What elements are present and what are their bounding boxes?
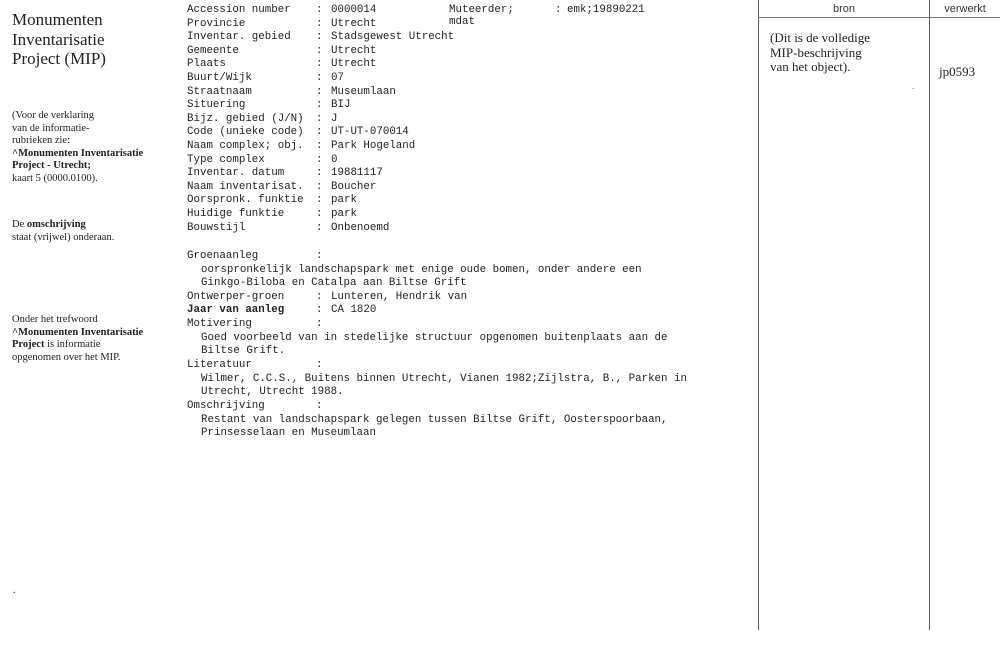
field-colon: :: [316, 17, 323, 30]
note-line: kaart 5 (0000.0100).: [12, 172, 98, 184]
field-colon: :: [316, 99, 323, 112]
keyword-note: [12, 314, 177, 364]
note-line: rubrieken zie:: [12, 135, 71, 147]
field-label: Inventar. gebied: [187, 31, 291, 44]
motivering-label: Motivering: [187, 318, 252, 330]
sidebar-title: [12, 10, 106, 69]
field-label: Situering: [187, 99, 246, 112]
jaar-value: CA 1820: [331, 304, 377, 316]
title-line: Project (MIP): [12, 49, 106, 68]
field-colon: :: [316, 126, 323, 139]
field-value: UT-UT-070014: [331, 126, 409, 139]
field-label: Type complex: [187, 153, 265, 166]
column-divider: [758, 0, 759, 630]
groenaanleg-text: oorspronkelijk landschapspark met enige oude bomen, onder andere een: [201, 264, 642, 276]
field-value: BIJ: [331, 99, 351, 112]
note-line: Onder het trefwoord: [12, 314, 98, 325]
field-value: Onbenoemd: [331, 221, 390, 234]
field-colon: :: [316, 167, 323, 180]
field-value: park: [331, 194, 357, 207]
title-line: Monumenten: [12, 10, 103, 29]
motivering-text: Biltse Grift.: [201, 345, 286, 357]
bron-line: MIP-beschrijving: [770, 44, 862, 60]
field-label: Huidige funktie: [187, 208, 285, 220]
field-value: Utrecht: [331, 17, 377, 30]
field-value: Boucher: [331, 180, 377, 193]
mutator-value: emk;19890221: [567, 4, 645, 16]
ontwerper-label: Ontwerper-groen: [187, 291, 285, 303]
field-label: Plaats: [187, 58, 226, 71]
field-value: 0: [331, 153, 338, 166]
ontwerper-value: Lunteren, Hendrik van: [331, 291, 468, 303]
literatuur-text: Wilmer, C.C.S., Buitens binnen Utrecht, Vianen 1982;Zijlstra, B., Parken in: [201, 373, 687, 385]
field-colon: :: [316, 112, 323, 125]
field-value: Park Hogeland: [331, 140, 416, 152]
note-bold-line: Project - Utrecht;: [12, 160, 91, 172]
field-label: Oorspronk. funktie: [187, 194, 304, 207]
note-line: van de informatie-: [12, 122, 90, 134]
field-label: Inventar. datum: [187, 167, 285, 180]
field-label: Naam complex; obj.: [187, 140, 304, 152]
note-line: staat (vrijwel) onderaan.: [12, 231, 115, 243]
field-value: Utrecht: [331, 58, 377, 71]
field-value: Utrecht: [331, 44, 377, 57]
note-line: De omschrijving: [12, 219, 86, 230]
jaar-label: Jaar van aanleg: [187, 304, 285, 316]
field-colon: :: [316, 208, 323, 220]
section-colon: :: [316, 400, 323, 412]
margin-dot: .: [13, 585, 16, 596]
verwerkt-value: jp0593: [939, 64, 976, 79]
section-colon: :: [316, 291, 323, 303]
section-colon: :: [316, 318, 323, 330]
literatuur-text: Utrecht, Utrecht 1988.: [201, 386, 344, 398]
description-note: [12, 219, 177, 244]
note-line: opgenomen over het MIP.: [12, 351, 121, 363]
field-label: Bouwstijl: [187, 221, 246, 234]
field-label: Naam inventarisat.: [187, 180, 304, 193]
omschrijving-text: Prinsesselaan en Museumlaan: [201, 427, 376, 439]
field-label: Buurt/Wijk: [187, 72, 252, 84]
section-colon: :: [316, 304, 323, 316]
speck: .: [912, 82, 914, 91]
field-value: 0000014: [331, 4, 377, 16]
section-colon: :: [316, 359, 323, 371]
field-colon: :: [316, 4, 323, 16]
motivering-text: Goed voorbeeld van in stedelijke structuur opgenomen buitenplaats aan de: [201, 332, 668, 344]
note-line: Project is informatie: [12, 339, 101, 351]
literatuur-label: Literatuur: [187, 359, 252, 371]
field-colon: :: [316, 31, 323, 44]
omschrijving-label: Omschrijving: [187, 400, 265, 412]
groenaanleg-text: Ginkgo-Biloba en Catalpa aan Biltse Grift: [201, 277, 467, 289]
field-colon: :: [316, 180, 323, 193]
groenaanleg-label: Groenaanleg: [187, 250, 259, 262]
mutator-label: Muteerder; mdat: [449, 4, 514, 28]
field-colon: :: [316, 194, 323, 207]
field-label: Gemeente: [187, 44, 239, 57]
column-divider: [929, 0, 930, 630]
bron-note: [770, 31, 870, 75]
field-label: Accession number: [187, 4, 291, 16]
verwerkt-header: verwerkt: [944, 3, 986, 15]
field-colon: :: [316, 140, 323, 152]
field-colon: :: [316, 72, 323, 84]
title-line: Inventarisatie: [12, 29, 105, 49]
field-value: Stadsgewest Utrecht: [331, 31, 455, 44]
field-value: 19881117: [331, 167, 383, 180]
bron-line: (Dit is de volledige: [770, 30, 871, 45]
bron-line: van het object).: [770, 59, 851, 75]
note-bold-line: ^Monumenten Inventarisatie: [12, 147, 144, 159]
field-label: Straatnaam: [187, 85, 252, 98]
omschrijving-text: Restant van landschapspark gelegen tussen Biltse Grift, Oosterspoorbaan,: [201, 414, 668, 426]
field-value: J: [331, 112, 338, 125]
mutator-colon: :: [555, 4, 562, 16]
header-rule: [758, 17, 1000, 18]
explanation-note: [12, 110, 177, 186]
field-value: 07: [331, 72, 344, 84]
field-value: Museumlaan: [331, 85, 396, 98]
field-colon: :: [316, 58, 323, 71]
section-colon: :: [316, 250, 323, 262]
field-colon: :: [316, 221, 323, 234]
field-colon: :: [316, 85, 323, 98]
field-colon: :: [316, 153, 323, 166]
field-label: Bijz. gebied (J/N): [187, 112, 304, 125]
field-label: Code (unieke code): [187, 126, 304, 139]
field-label: Provincie: [187, 17, 246, 30]
field-value: park: [331, 208, 357, 220]
field-colon: :: [316, 44, 323, 57]
note-line: (Voor de verklaring: [12, 110, 95, 121]
note-bold-line: ^Monumenten Inventarisatie: [12, 326, 144, 338]
bron-header: bron: [832, 3, 856, 15]
